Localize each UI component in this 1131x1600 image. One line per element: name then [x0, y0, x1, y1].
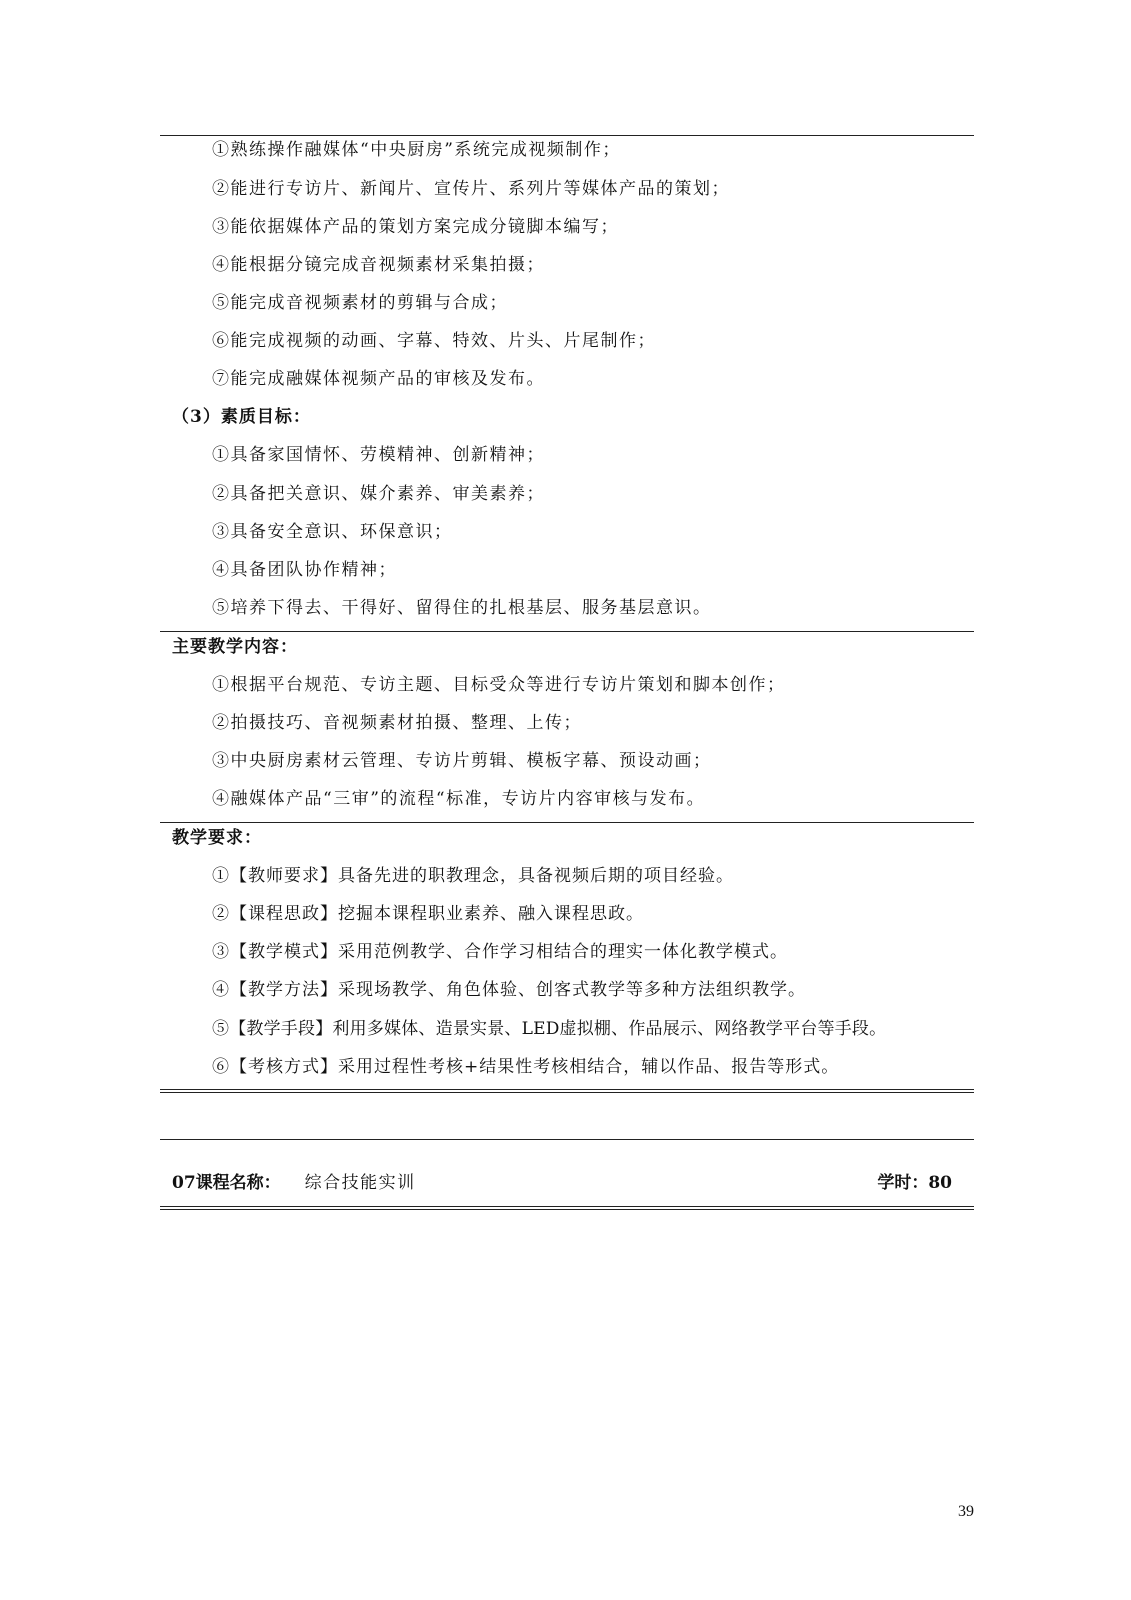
quality-item: ②具备把关意识、媒介素养、审美素养； [212, 484, 545, 504]
skill-item: ④能根据分镜完成音视频素材采集拍摄； [212, 255, 545, 275]
requirement-item: ①【教师要求】具备先进的职教理念，具备视频后期的项目经验。 [212, 866, 734, 886]
content-item: ①根据平台规范、专访主题、目标受众等进行专访片策划和脚本创作； [212, 675, 786, 695]
skill-item: ②能进行专访片、新闻片、宣传片、系列片等媒体产品的策划； [212, 179, 730, 199]
skill-item: ③能依据媒体产品的策划方案完成分镜脚本编写； [212, 217, 619, 237]
content-item: ④融媒体产品“三审”的流程“标准，专访片内容审核与发布。 [212, 789, 706, 809]
quality-heading: （3）素质目标： [172, 407, 311, 427]
requirement-item: ⑥【考核方式】采用过程性考核+结果性考核相结合，辅以作品、报告等形式。 [212, 1057, 840, 1077]
skill-item: ①熟练操作融媒体“中央厨房”系统完成视频制作； [212, 140, 621, 160]
quality-item: ⑤培养下得去、干得好、留得住的扎根基层、服务基层意识。 [212, 598, 712, 618]
course-name: 综合技能实训 [304, 1173, 416, 1193]
requirement-item: ②【课程思政】挖掘本课程职业素养、融入课程思政。 [212, 904, 644, 924]
section-rule [160, 631, 974, 632]
course-name-label: 07课程名称： [172, 1173, 281, 1193]
table-end-rule [160, 1089, 974, 1093]
quality-item: ③具备安全意识、环保意识； [212, 522, 453, 542]
top-rule [160, 135, 974, 136]
requirement-item: ⑤【教学手段】利用多媒体、造景实景、LED虚拟棚、作品展示、网络教学平台等手段。 [212, 1019, 887, 1039]
requirements-heading: 教学要求： [172, 828, 262, 848]
course-header-row [172, 1171, 952, 1195]
course-bottom-rule [160, 1206, 974, 1210]
requirement-item: ③【教学模式】采用范例教学、合作学习相结合的理实一体化教学模式。 [212, 942, 788, 962]
course-top-rule [160, 1139, 974, 1140]
page-number: 39 [958, 1503, 974, 1520]
skill-item: ⑥能完成视频的动画、字幕、特效、片头、片尾制作； [212, 331, 656, 351]
content-item: ②拍摄技巧、音视频素材拍摄、整理、上传； [212, 713, 582, 733]
quality-item: ④具备团队协作精神； [212, 560, 397, 580]
course-hours: 学时：80 [877, 1173, 952, 1193]
skill-item: ⑤能完成音视频素材的剪辑与合成； [212, 293, 508, 313]
section-rule [160, 822, 974, 823]
requirement-item: ④【教学方法】采现场教学、角色体验、创客式教学等多种方法组织教学。 [212, 980, 806, 1000]
skill-item: ⑦能完成融媒体视频产品的审核及发布。 [212, 369, 545, 389]
content-heading: 主要教学内容： [172, 637, 298, 657]
content-item: ③中央厨房素材云管理、专访片剪辑、模板字幕、预设动画； [212, 751, 712, 771]
quality-item: ①具备家国情怀、劳模精神、创新精神； [212, 445, 545, 465]
